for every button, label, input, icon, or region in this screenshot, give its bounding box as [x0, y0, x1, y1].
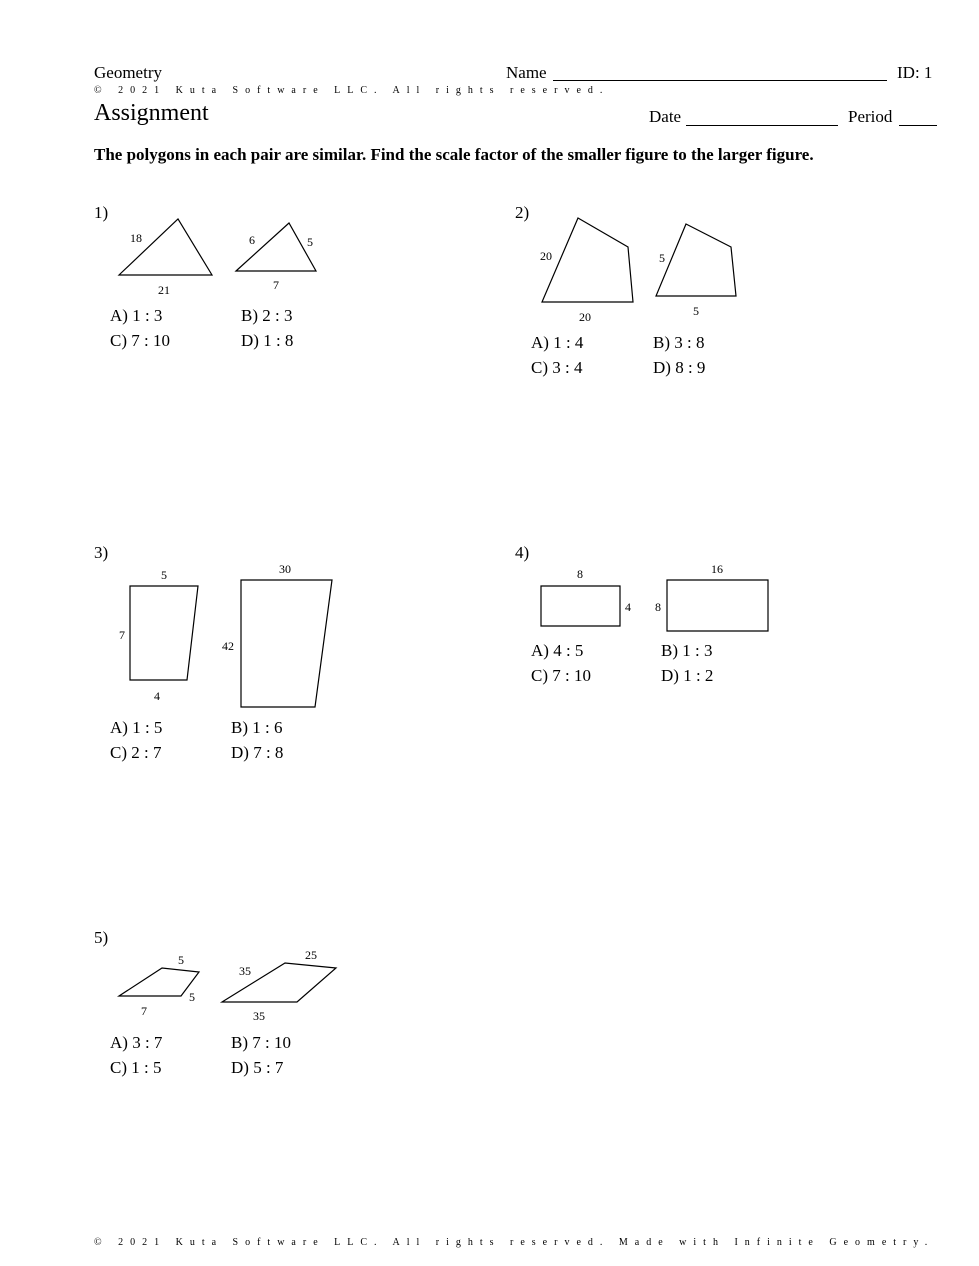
- problem-5-label: 5: [178, 953, 184, 967]
- problem-2-label: 20: [540, 249, 552, 263]
- problem-1-triangle-large: [119, 219, 212, 275]
- problem-4-choice-a[interactable]: A) 4 : 5: [531, 641, 584, 660]
- problem-1-figure: [100, 210, 340, 305]
- problem-1-label: 21: [158, 283, 170, 297]
- problem-2-choice-a[interactable]: A) 1 : 4: [531, 333, 584, 352]
- problem-5-number: 5): [94, 928, 109, 947]
- worksheet-title: Assignment: [94, 100, 209, 126]
- problem-3-label: 30: [279, 562, 291, 576]
- problem-4-label: 16: [711, 562, 723, 576]
- problem-3-label: 7: [119, 628, 125, 642]
- worksheet-id: ID: 1: [897, 63, 933, 82]
- problem-5-label: 5: [189, 990, 195, 1004]
- problem-1-choice-d[interactable]: D) 1 : 8: [241, 331, 294, 350]
- problem-4-label: 4: [625, 600, 631, 614]
- name-field-line: [553, 80, 887, 81]
- problem-2-label: 5: [693, 304, 699, 318]
- problem-3-label: 4: [154, 689, 160, 703]
- problem-4-rect-large: [667, 580, 768, 631]
- problem-4-choice-d[interactable]: D) 1 : 2: [661, 666, 714, 685]
- problem-5-figure: [110, 940, 350, 1030]
- instructions: The polygons in each pair are similar. Find the scale factor of the smaller figure to the larger figure.: [94, 145, 814, 164]
- problem-3-choice-a[interactable]: A) 1 : 5: [110, 718, 163, 737]
- problem-4-number: 4): [515, 543, 530, 562]
- course-subject: Geometry: [94, 63, 162, 82]
- problem-5-label: 35: [253, 1009, 265, 1023]
- problem-5-label: 25: [305, 948, 317, 962]
- problem-1-label: 5: [307, 235, 313, 249]
- name-label: Name: [506, 63, 547, 82]
- problem-2-label: 20: [579, 310, 591, 324]
- problem-2-choice-d[interactable]: D) 8 : 9: [653, 358, 706, 377]
- problem-3-quad-large: [241, 580, 332, 707]
- problem-3-choice-d[interactable]: D) 7 : 8: [231, 743, 284, 762]
- problem-5-choice-a[interactable]: A) 3 : 7: [110, 1033, 163, 1052]
- problem-3-label: 5: [161, 568, 167, 582]
- problem-4-choice-b[interactable]: B) 1 : 3: [661, 641, 713, 660]
- problem-4-choice-c[interactable]: C) 7 : 10: [531, 666, 591, 685]
- footer-copyright: © 2021 Kuta Software LLC. All rights reserved. Made with Infinite Geometry.: [94, 1237, 935, 1248]
- problem-1-choice-b[interactable]: B) 2 : 3: [241, 306, 293, 325]
- problem-1-choice-c[interactable]: C) 7 : 10: [110, 331, 170, 350]
- problem-5-label: 7: [141, 1004, 147, 1018]
- problem-5-parallelogram-small: [119, 968, 199, 996]
- copyright-notice: © 2021 Kuta Software LLC. All rights reserved.: [94, 85, 610, 96]
- problem-2-quad-large: [542, 218, 633, 302]
- problem-2-figure: [530, 210, 750, 330]
- problem-3-choice-c[interactable]: C) 2 : 7: [110, 743, 162, 762]
- problem-1-triangle-small: [236, 223, 316, 271]
- problem-1-label: 6: [249, 233, 255, 247]
- problem-2-number: 2): [515, 203, 530, 222]
- problem-4-rect-small: [541, 586, 620, 626]
- problem-3-number: 3): [94, 543, 109, 562]
- problem-5-choice-c[interactable]: C) 1 : 5: [110, 1058, 162, 1077]
- problem-3-choice-b[interactable]: B) 1 : 6: [231, 718, 283, 737]
- period-field-line: [899, 125, 937, 126]
- problem-2-label: 5: [659, 251, 665, 265]
- problem-3-figure: [110, 560, 350, 715]
- problem-1-choice-a[interactable]: A) 1 : 3: [110, 306, 163, 325]
- problem-3-label: 42: [222, 639, 234, 653]
- date-label: Date: [649, 107, 682, 126]
- problem-4-figure: [530, 560, 780, 640]
- problem-3-quad-small: [130, 586, 198, 680]
- problem-1-label: 18: [130, 231, 142, 245]
- problem-2-choice-b[interactable]: B) 3 : 8: [653, 333, 705, 352]
- problem-2-choice-c[interactable]: C) 3 : 4: [531, 358, 583, 377]
- period-label: Period: [848, 107, 893, 126]
- problem-5-label: 35: [239, 964, 251, 978]
- date-field-line: [686, 125, 838, 126]
- problem-5-choice-d[interactable]: D) 5 : 7: [231, 1058, 284, 1077]
- problem-1-label: 7: [273, 278, 279, 292]
- problem-2-quad-small: [656, 224, 736, 296]
- problem-4-label: 8: [655, 600, 661, 614]
- problem-5-choice-b[interactable]: B) 7 : 10: [231, 1033, 291, 1052]
- problem-4-label: 8: [577, 567, 583, 581]
- problem-1-number: 1): [94, 203, 109, 222]
